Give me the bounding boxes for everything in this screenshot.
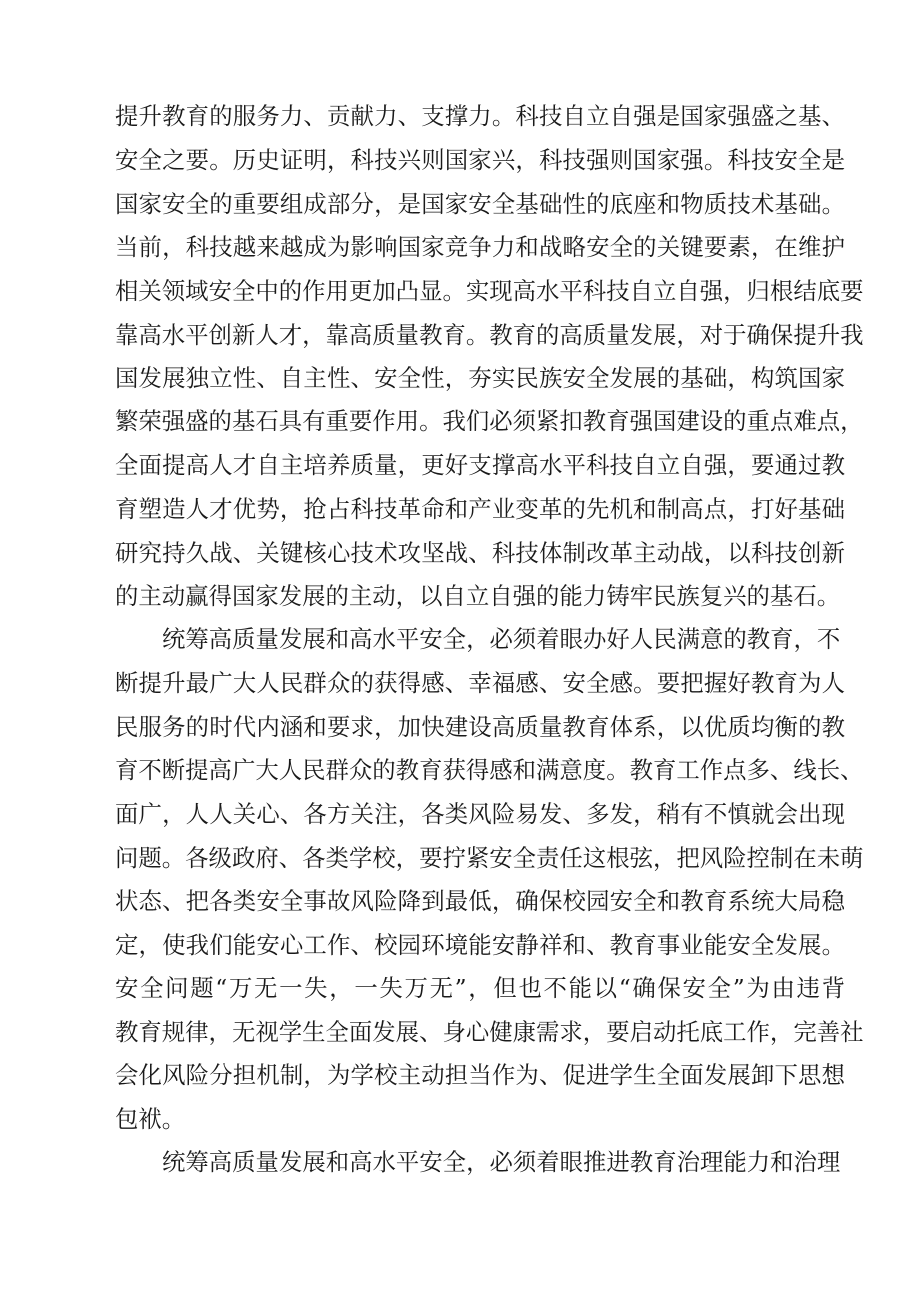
text-line: 当前，科技越来越成为影响国家竞争力和战略安全的关键要素，在维护 <box>115 233 845 261</box>
text-line: 面广，人人关心、各方关注，各类风险易发、多发，稍有不慎就会出现 <box>115 800 845 828</box>
text-line: 研究持久战、关键核心技术攻坚战、科技体制改革主动战，以科技创新 <box>115 539 845 567</box>
text-line: 的主动赢得国家发展的主动，以自立自强的能力铸牢民族复兴的基石。 <box>115 582 841 610</box>
text-line: 安全之要。历史证明，科技兴则国家兴，科技强则国家强。科技安全是 <box>115 146 845 174</box>
text-line: 会化风险分担机制，为学校主动担当作为、促进学生全面发展卸下思想 <box>115 1061 845 1089</box>
text-line: 靠高水平创新人才，靠高质量教育。教育的高质量发展，对于确保提升我 <box>115 321 864 349</box>
text-line: 相关领域安全中的作用更加凸显。实现高水平科技自立自强，归根结底要 <box>115 277 864 305</box>
text-line: 问题。各级政府、各类学校，要拧紧安全责任这根弦，把风险控制在未萌 <box>115 844 864 872</box>
text-line: 状态、把各类安全事故风险降到最低，确保校园安全和教育系统大局稳 <box>115 887 845 915</box>
paragraph-first-line: 统筹高质量发展和高水平安全，必须着眼办好人民满意的教育，不 <box>162 625 841 653</box>
paragraph-first-line: 统筹高质量发展和高水平安全，必须着眼推进教育治理能力和治理 <box>162 1148 841 1176</box>
text-line: 育不断提高广大人民群众的教育获得感和满意度。教育工作点多、线长、 <box>115 756 864 784</box>
text-line: 育塑造人才优势，抢占科技革命和产业变革的先机和制高点，打好基础 <box>115 495 845 523</box>
text-line: 国发展独立性、自主性、安全性，夯实民族安全发展的基础，构筑国家 <box>115 364 845 392</box>
text-line: 安全问题“万无一失，一失万无”，但也不能以“确保安全”为由违背 <box>115 974 845 1002</box>
text-line: 民服务的时代内涵和要求，加快建设高质量教育体系，以优质均衡的教 <box>115 713 845 741</box>
text-line: 全面提高人才自主培养质量，更好支撑高水平科技自立自强，要通过教 <box>115 451 845 479</box>
text-line: 繁荣强盛的基石具有重要作用。我们必须紧扣教育强国建设的重点难点， <box>115 407 864 435</box>
text-line: 包袱。 <box>115 1105 186 1133</box>
text-line: 国家安全的重要组成部分，是国家安全基础性的底座和物质技术基础。 <box>115 190 845 218</box>
text-line: 提升教育的服务力、贡献力、支撑力。科技自立自强是国家强盛之基、 <box>115 102 845 130</box>
text-line: 教育规律，无视学生全面发展、身心健康需求，要启动托底工作，完善社 <box>115 1018 864 1046</box>
text-line: 定，使我们能安心工作、校园环境能安静祥和、教育事业能安全发展。 <box>115 931 845 959</box>
text-line: 断提升最广大人民群众的获得感、幸福感、安全感。要把握好教育为人 <box>115 669 845 697</box>
